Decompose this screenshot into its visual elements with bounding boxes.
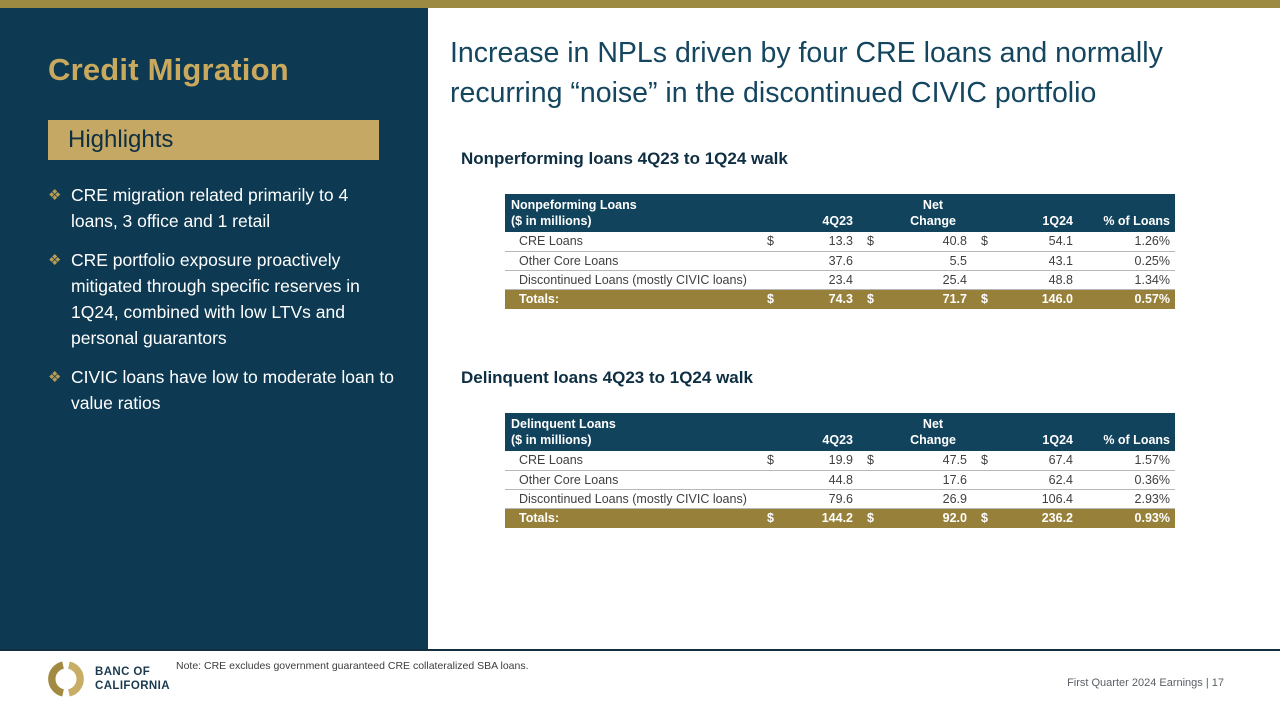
header-spacer — [863, 194, 889, 232]
cell-dollar: $ — [863, 508, 889, 528]
header-spacer — [977, 194, 1013, 232]
table-footer — [505, 289, 1175, 309]
table-row — [505, 251, 1175, 270]
diamond-bullet-icon: ❖ — [48, 187, 62, 204]
cell-1q24: 146.0 — [1013, 289, 1083, 309]
logo-line-1: BANC OF — [95, 666, 151, 678]
cell-net-change: 92.0 — [889, 508, 977, 528]
cell-pct: 0.36% — [1083, 470, 1175, 489]
cell-dollar: $ — [977, 508, 1013, 528]
bullet-text: CRE migration related primarily to 4 loans, 3 office and 1 retail — [71, 185, 349, 231]
cell-label: CRE Loans — [505, 451, 763, 470]
list-item — [48, 364, 398, 416]
page-number-label: First Quarter 2024 Earnings | 17 — [1067, 677, 1224, 689]
cell-dollar: $ — [863, 289, 889, 309]
cell-d1 — [763, 270, 789, 289]
table-header — [505, 413, 1175, 451]
cell-net: 26.9 — [889, 489, 977, 508]
column-header-pct-of-loans: % of Loans — [1083, 194, 1175, 232]
list-item — [48, 247, 398, 351]
nonperforming-loans-table — [505, 194, 1175, 309]
cell-pct: 1.26% — [1083, 232, 1175, 251]
table-name: Delinquent Loans — [511, 417, 616, 431]
list-item — [48, 182, 398, 234]
cell-q4: 13.3 — [789, 232, 863, 251]
cell-label: Totals: — [505, 508, 763, 528]
cell-pct: 0.25% — [1083, 251, 1175, 270]
cell-d2 — [863, 251, 889, 270]
header-spacer — [863, 413, 889, 451]
slide-title: Credit Migration — [48, 52, 289, 87]
cell-d3 — [977, 251, 1013, 270]
cell-q4: 44.8 — [789, 470, 863, 489]
header-spacer — [977, 413, 1013, 451]
column-header-pct-of-loans: % of Loans — [1083, 413, 1175, 451]
cell-dollar: $ — [763, 508, 789, 528]
table-row — [505, 232, 1175, 251]
cell-d1 — [763, 489, 789, 508]
cell-d1 — [763, 251, 789, 270]
column-header-1q24: 1Q24 — [1013, 413, 1083, 451]
cell-d2: $ — [863, 451, 889, 470]
cell-q1: 43.1 — [1013, 251, 1083, 270]
cell-d3 — [977, 270, 1013, 289]
cell-d1 — [763, 470, 789, 489]
cell-q4: 37.6 — [789, 251, 863, 270]
table-row — [505, 470, 1175, 489]
cell-pct: 0.57% — [1083, 289, 1175, 309]
cell-net: 40.8 — [889, 232, 977, 251]
sidebar — [0, 8, 428, 650]
logo-wordmark — [95, 666, 170, 693]
cell-d3: $ — [977, 451, 1013, 470]
diamond-bullet-icon: ❖ — [48, 369, 62, 386]
table-name: Nonpeforming Loans — [511, 198, 637, 212]
cell-q1: 106.4 — [1013, 489, 1083, 508]
page-title-line-1: Increase in NPLs driven by four CRE loans and normally — [450, 37, 1163, 69]
section-title-delinquent: Delinquent loans 4Q23 to 1Q24 walk — [461, 368, 753, 387]
footnote: Note: CRE excludes government guaranteed CRE collateralized SBA loans. — [176, 660, 529, 672]
logo-line-2: CALIFORNIA — [95, 679, 170, 692]
column-header-net-change — [889, 413, 977, 451]
banc-of-california-logo-icon — [46, 659, 86, 699]
cell-net: 17.6 — [889, 470, 977, 489]
cell-q4: 23.4 — [789, 270, 863, 289]
cell-pct: 1.34% — [1083, 270, 1175, 289]
section-title-nonperforming: Nonperforming loans 4Q23 to 1Q24 walk — [461, 149, 788, 168]
column-header-1q24: 1Q24 — [1013, 194, 1083, 232]
cell-q4: 79.6 — [789, 489, 863, 508]
diamond-bullet-icon: ❖ — [48, 252, 62, 269]
column-header-4q23: 4Q23 — [789, 413, 863, 451]
table-row — [505, 270, 1175, 289]
cell-dollar: $ — [977, 289, 1013, 309]
cell-d3: $ — [977, 232, 1013, 251]
table-row — [505, 489, 1175, 508]
table-footer — [505, 508, 1175, 528]
cell-q4: 19.9 — [789, 451, 863, 470]
column-header-net-change — [889, 194, 977, 232]
cell-q1: 67.4 — [1013, 451, 1083, 470]
cell-pct: 1.57% — [1083, 451, 1175, 470]
cell-d2 — [863, 489, 889, 508]
bullet-text: CIVIC loans have low to moderate loan to value ratios — [71, 367, 394, 413]
cell-dollar: $ — [763, 289, 789, 309]
net-label: Net — [922, 417, 944, 431]
change-label: Change — [910, 214, 956, 228]
page-title-line-2: recurring “noise” in the discontinued CIVIC portfolio — [450, 76, 1097, 109]
column-header-4q23: 4Q23 — [789, 194, 863, 232]
top-accent-bar — [0, 0, 1280, 8]
cell-4q23: 74.3 — [789, 289, 863, 309]
table-header — [505, 194, 1175, 232]
table-units: ($ in millions) — [511, 433, 592, 447]
cell-d2 — [863, 270, 889, 289]
cell-pct: 0.93% — [1083, 508, 1175, 528]
cell-d2 — [863, 470, 889, 489]
table-units: ($ in millions) — [511, 214, 592, 228]
delinquent-loans-table — [505, 413, 1175, 528]
change-label: Change — [910, 433, 956, 447]
header-spacer — [763, 413, 789, 451]
cell-label: CRE Loans — [505, 232, 763, 251]
page-title — [450, 34, 1265, 113]
net-label: Net — [922, 198, 944, 212]
table-body — [505, 451, 1175, 508]
table-row — [505, 451, 1175, 470]
cell-d3 — [977, 470, 1013, 489]
table-body — [505, 232, 1175, 289]
cell-d2: $ — [863, 232, 889, 251]
cell-q1: 48.8 — [1013, 270, 1083, 289]
cell-net-change: 71.7 — [889, 289, 977, 309]
cell-4q23: 144.2 — [789, 508, 863, 528]
cell-net: 5.5 — [889, 251, 977, 270]
table-totals-row — [505, 508, 1175, 528]
cell-label: Discontinued Loans (mostly CIVIC loans) — [505, 489, 763, 508]
footer-divider — [0, 649, 1280, 651]
cell-label: Totals: — [505, 289, 763, 309]
cell-label: Other Core Loans — [505, 251, 763, 270]
highlights-bullet-list — [48, 182, 398, 429]
cell-net: 25.4 — [889, 270, 977, 289]
cell-d3 — [977, 489, 1013, 508]
cell-q1: 54.1 — [1013, 232, 1083, 251]
cell-d1: $ — [763, 232, 789, 251]
bullet-text: CRE portfolio exposure proactively mitigated through specific reserves in 1Q24, combined with low LTVs and personal guarantors — [71, 250, 360, 348]
highlights-heading: Highlights — [48, 120, 379, 160]
table-totals-row — [505, 289, 1175, 309]
cell-d1: $ — [763, 451, 789, 470]
cell-net: 47.5 — [889, 451, 977, 470]
header-spacer — [763, 194, 789, 232]
header-row-label — [505, 413, 763, 451]
cell-label: Discontinued Loans (mostly CIVIC loans) — [505, 270, 763, 289]
cell-pct: 2.93% — [1083, 489, 1175, 508]
cell-label: Other Core Loans — [505, 470, 763, 489]
cell-q1: 62.4 — [1013, 470, 1083, 489]
cell-1q24: 236.2 — [1013, 508, 1083, 528]
header-row-label — [505, 194, 763, 232]
